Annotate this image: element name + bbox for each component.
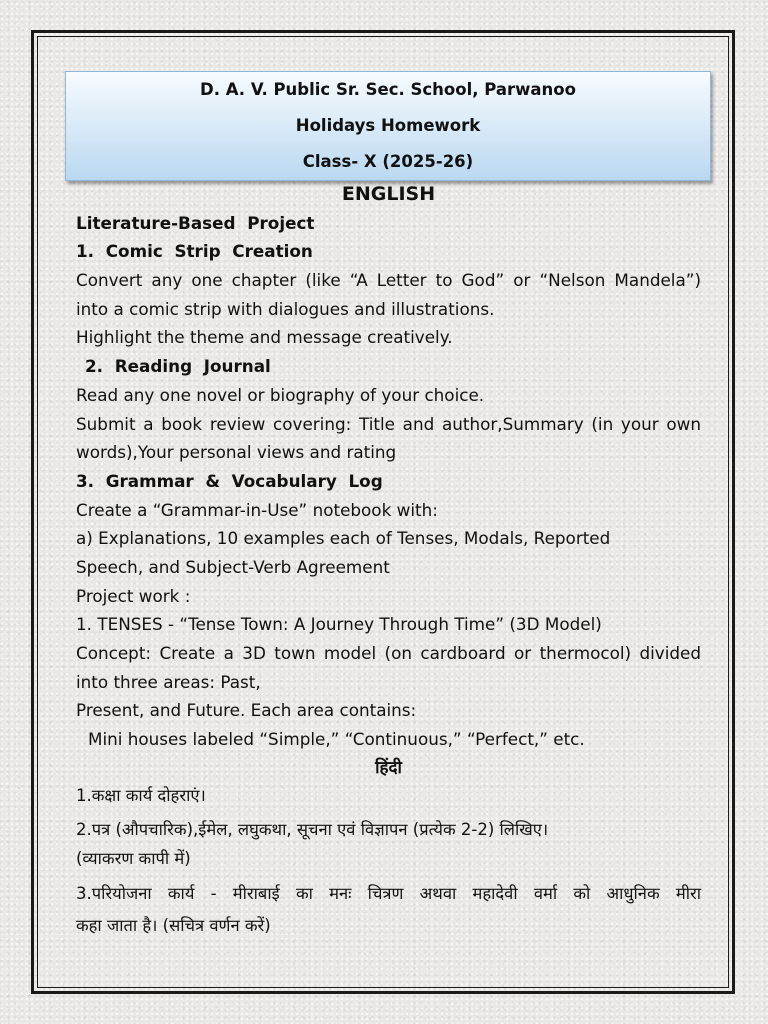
grammar-log-text: Create a “Grammar-in-Use” notebook with: — [76, 499, 438, 520]
header-box — [65, 71, 711, 181]
english-heading: ENGLISH — [341, 183, 436, 205]
comic-strip-heading: 1. Comic Strip Creation — [76, 241, 313, 262]
project-work-text: Present, and Future. Each area contains: — [76, 700, 417, 721]
hindi-text: कहा जाता है। (सचित्र वर्णन करें) — [76, 916, 271, 936]
reading-journal-heading: 2. Reading Journal — [85, 356, 271, 377]
grammar-log-text: Speech, and Subject-Verb Agreement — [76, 556, 390, 577]
hindi-text: (व्याकरण कापी में) — [76, 848, 191, 868]
project-work-text: 1. TENSES - “Tense Town: A Journey Through Time” (3D Model) — [76, 614, 602, 635]
hindi-heading: हिंदी — [375, 757, 402, 778]
hindi-text: 2.पत्र (औपचारिक),ईमेल, लघुकथा, सूचना एवं विज्ञापन (प्रत्येक 2-2) लिखिए। — [76, 820, 549, 840]
hindi-text: 1.कक्षा कार्य दोहराएं। — [76, 786, 206, 806]
school-name: D. A. V. Public Sr. Sec. School, Parwanoo — [200, 80, 576, 99]
project-work-text: Concept: Create a 3D town model (on cardboard or thermocol) divided — [76, 643, 701, 663]
project-work-text: into three areas: Past, — [76, 671, 261, 692]
comic-strip-text: Highlight the theme and message creatively. — [76, 327, 453, 348]
hindi-text: 3.परियोजना कार्य - मीराबाई का मनः चित्रण अथवा महादेवी वर्मा को आधुनिक मीरा — [76, 883, 701, 903]
reading-journal-text: Submit a book review covering: Title and author,Summary (in your own — [76, 413, 701, 434]
homework-title: Holidays Homework — [295, 116, 481, 135]
comic-strip-text: Convert any one chapter (like “A Letter to God” or “Nelson Mandela”) — [76, 270, 701, 291]
reading-journal-text: words),Your personal views and rating — [76, 442, 397, 463]
grammar-log-text: a) Explanations, 10 examples each of Tenses, Modals, Reported — [76, 528, 611, 549]
comic-strip-text: into a comic strip with dialogues and illustrations. — [76, 298, 495, 319]
literature-project-heading: Literature-Based Project — [76, 212, 315, 233]
project-work-text: Mini houses labeled “Simple,” “Continuous,” “Perfect,” etc. — [88, 729, 585, 750]
project-work-label: Project work : — [76, 585, 191, 606]
grammar-log-heading: 3. Grammar & Vocabulary Log — [76, 470, 383, 491]
document-body — [76, 180, 701, 941]
reading-journal-text: Read any one novel or biography of your choice. — [76, 384, 485, 405]
class-label: Class- X (2025-26) — [302, 152, 474, 171]
